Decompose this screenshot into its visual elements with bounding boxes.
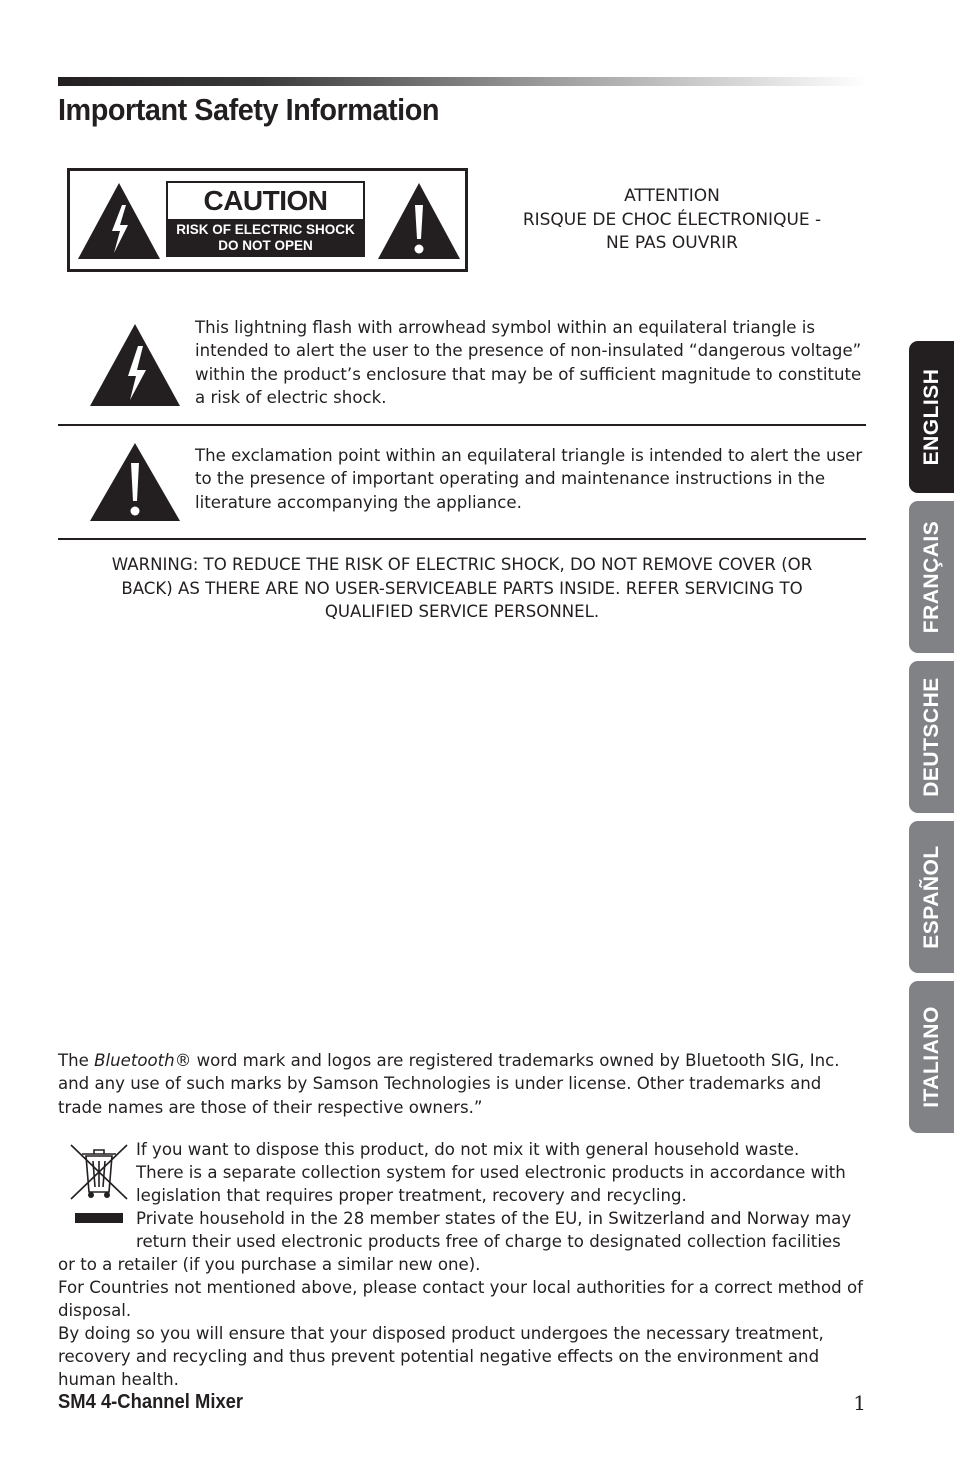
bluetooth-rest: word mark and logos are registered trademarks owned by Bluetooth SIG, Inc. and any use of such marks by Samson Technologies is under license. Other trademarks and trade names are those of their respective owners.” [58, 1051, 840, 1117]
tab-english-label: ENGLISH [920, 368, 943, 466]
warning-line-1: WARNING: TO REDUCE THE RISK OF ELECTRIC SHOCK, DO NOT REMOVE COVER (OR [111, 555, 813, 574]
caution-line-1: RISK OF ELECTRIC SHOCK [176, 222, 355, 237]
caution-heading: CAUTION [203, 185, 328, 216]
disposal-line-10: recovery and recycling and thus prevent potential negative effects on the environment and [58, 1347, 820, 1366]
french-caution [508, 185, 836, 256]
tab-italiano-label: ITALIANO [920, 1006, 943, 1108]
disposal-line-8: disposal. [58, 1301, 132, 1320]
disposal-line-11: human health. [58, 1370, 179, 1389]
footer-product-title: SM4 4-Channel Mixer [58, 1391, 244, 1413]
disposal-line-2: There is a separate collection system for used electronic products in accordance with [136, 1163, 846, 1182]
disposal-line-7: For Countries not mentioned above, please contact your local authorities for a correct method of [58, 1278, 863, 1297]
exclamation-text: The exclamation point within an equilateral triangle is intended to alert the user to the presence of important operating and maintenance instructions in the literature accompanying the appliance. [195, 446, 863, 512]
tab-francais-label: FRANÇAIS [920, 520, 943, 634]
tab-francais[interactable] [909, 501, 954, 653]
disposal-line-4: Private household in the 28 member states of the EU, in Switzerland and Norway may [136, 1209, 852, 1228]
bluetooth-prefix: The [58, 1051, 95, 1070]
caution-band [168, 219, 363, 255]
disposal-line-3: legislation that requires proper treatment, recovery and recycling. [136, 1186, 687, 1205]
disposal-line-9: By doing so you will ensure that your disposed product undergoes the necessary treatment, [58, 1324, 824, 1343]
page-number: 1 [853, 1391, 866, 1415]
tab-english[interactable] [909, 341, 954, 493]
disposal-line-6: or to a retailer (if you purchase a similar new one). [58, 1255, 481, 1274]
lightning-explanation [58, 316, 866, 416]
divider [58, 538, 866, 540]
french-caution-line-2: RISQUE DE CHOC ÉLECTRONIQUE - [522, 209, 822, 230]
tab-espanol[interactable] [909, 821, 954, 973]
tab-italiano[interactable] [909, 981, 954, 1133]
exclamation-warning-icon [376, 181, 462, 261]
disposal-line-5: return their used electronic products free of charge to designated collection facilities [136, 1232, 841, 1251]
caution-label [67, 168, 468, 272]
bluetooth-mark: Bluetooth® [94, 1051, 192, 1070]
exclamation-triangle-icon [88, 441, 182, 523]
lightning-text: This lightning flash with arrowhead symbol within an equilateral triangle is intended to alert the user to the presence of non-insulated “dangerous voltage” within the product’s enclosure that may be of sufficient magnitude to constitute a risk of electric shock. [195, 318, 862, 407]
french-caution-line-1: ATTENTION [624, 186, 720, 206]
tab-deutsche-label: DEUTSCHE [920, 677, 943, 797]
warning-line-2: BACK) AS THERE ARE NO USER-SERVICEABLE PARTS INSIDE. REFER SERVICING TO [121, 578, 803, 598]
french-caution-line-3: NE PAS OUVRIR [606, 233, 738, 253]
shock-warning [78, 553, 846, 624]
crossed-out-bin-icon [68, 1142, 130, 1202]
bluetooth-notice [58, 1049, 870, 1119]
weee-bar [75, 1213, 123, 1223]
disposal-line-1: If you want to dispose this product, do not mix it with general household waste. [136, 1140, 800, 1159]
tab-deutsche[interactable] [909, 661, 954, 813]
caution-line-2: DO NOT OPEN [218, 238, 313, 253]
divider [58, 424, 866, 426]
header-rule [58, 77, 866, 86]
lightning-triangle-icon [88, 322, 182, 408]
caution-box [166, 181, 365, 257]
tab-espanol-label: ESPAÑOL [920, 845, 943, 949]
exclamation-explanation [58, 444, 866, 534]
warning-line-3: QUALIFIED SERVICE PERSONNEL. [324, 602, 600, 621]
page-title: Important Safety Information [58, 92, 440, 127]
lightning-warning-icon [76, 181, 162, 261]
